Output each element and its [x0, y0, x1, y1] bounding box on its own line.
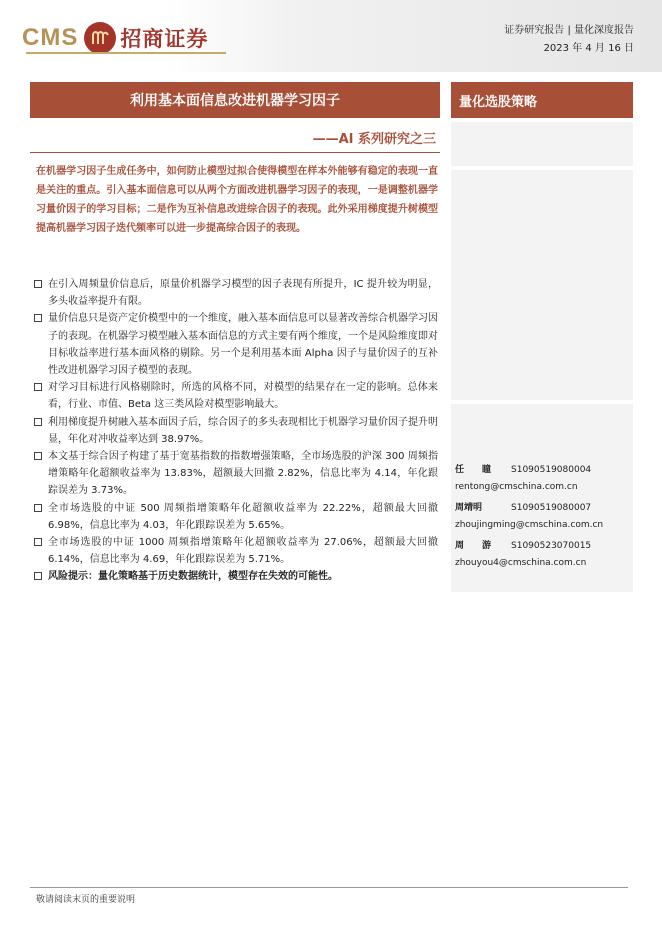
bullet-box-icon [34, 504, 42, 512]
key-point: 量价信息只是资产定价模型中的一个维度，融入基本面信息可以显著改善综合机器学习因子的表现。在机器学习模型融入基本面信息的方式主要有两个维度，一个是风险维度即对目标收益率进行基本面风格的剔除。另一个是利用基本面 Alpha 因子与量价因子的互补性改进机器学习因子模型的表现。 [32, 310, 438, 379]
footer-note: 敬请阅读末页的重要说明 [36, 895, 136, 905]
bullet-box-icon [34, 418, 42, 426]
report-subtitle: ——AI 系列研究之三 [312, 132, 436, 147]
bullet-box-icon [34, 314, 42, 322]
logo-cn-text: 招商证券 [120, 27, 209, 51]
analyst-id: S1090523070015 [511, 541, 592, 551]
risk-warning: 风险提示：量化策略基于历史数据统计，模型存在失效的可能性。 [32, 568, 438, 585]
title-divider [30, 152, 440, 153]
logo-cms-text: CMS [22, 24, 79, 51]
logo-emblem-icon [84, 22, 116, 54]
analyst-email[interactable]: zhouyou4@cmschina.com.cn [455, 558, 587, 568]
analyst-email[interactable]: rentong@cmschina.com.cn [455, 482, 578, 492]
logo-underline [26, 52, 226, 54]
sidebar-category: 量化选股策略 [451, 82, 633, 118]
sidebar-panel-2 [451, 170, 633, 400]
analyst-email[interactable]: zhoujingming@cmschina.com.cn [455, 520, 604, 530]
analyst-id: S1090519080007 [511, 503, 592, 513]
report-type: 证券研究报告 | 量化深度报告 [504, 25, 634, 36]
analyst-row [455, 462, 633, 479]
analyst-name: 周 游 [455, 541, 492, 551]
bullet-box-icon [34, 280, 42, 288]
bullet-box-icon [34, 452, 42, 460]
report-date: 2023 年 4 月 16 日 [543, 43, 634, 54]
analyst-name: 任 瞳 [455, 465, 492, 475]
bullet-box-icon [34, 383, 42, 391]
sidebar-panel-1 [451, 122, 633, 166]
header-meta [504, 22, 634, 58]
bullet-box-icon [34, 572, 42, 580]
analyst-name: 周靖明 [455, 503, 483, 513]
abstract: 在机器学习因子生成任务中，如何防止模型过拟合使得模型在样本外能够有稳定的表现一直是关注的重点。引入基本面信息可以从两个方面改进机器学习因子的表现，一是调整机器学习量价因子的学习目标；二是作为互补信息改进综合因子的表现。此外采用梯度提升树模型提高机器学习因子迭代频率可以进一步提高综合因子的表现。 [36, 166, 438, 234]
analyst-id: S1090519080004 [511, 465, 592, 475]
key-point: 全市场选股的中证 1000 周频指增策略年化超额收益率为 27.06%，超额最大回撤 6.14%，信息比率为 4.69，年化跟踪误差为 5.71%。 [32, 534, 438, 568]
report-title: 利用基本面信息改进机器学习因子 [30, 82, 440, 118]
key-point: 全市场选股的中证 500 周频指增策略年化超额收益率为 22.22%，超额最大回撤 6.98%，信息比率为 4.03，年化跟踪误差为 5.65%。 [32, 500, 438, 534]
key-point: 对学习目标进行风格剔除时，所选的风格不同，对模型的结果存在一定的影响。总体来看，行业、市值、Beta 这三类风险对模型影响最大。 [32, 379, 438, 413]
key-point: 本文基于综合因子构建了基于宽基指数的指数增强策略，全市场选股的沪深 300 周频指增策略年化超额收益率为 13.83%，超额最大回撤 2.82%，信息比率为 4.14，年化跟踪误差为 3.73%。 [32, 448, 438, 500]
analyst-row [455, 538, 633, 555]
key-points-list [32, 276, 438, 586]
analyst-list [455, 462, 633, 576]
key-point: 在引入周频量价信息后，原量价机器学习模型的因子表现有所提升，IC 提升较为明显，多头收益率提升有限。 [32, 276, 438, 310]
footer-divider [30, 887, 628, 888]
key-point: 利用梯度提升树融入基本面因子后，综合因子的多头表现相比于机器学习量价因子提升明显，年化对冲收益率达到 38.97%。 [32, 414, 438, 448]
analyst-row [455, 500, 633, 517]
bullet-box-icon [34, 538, 42, 546]
